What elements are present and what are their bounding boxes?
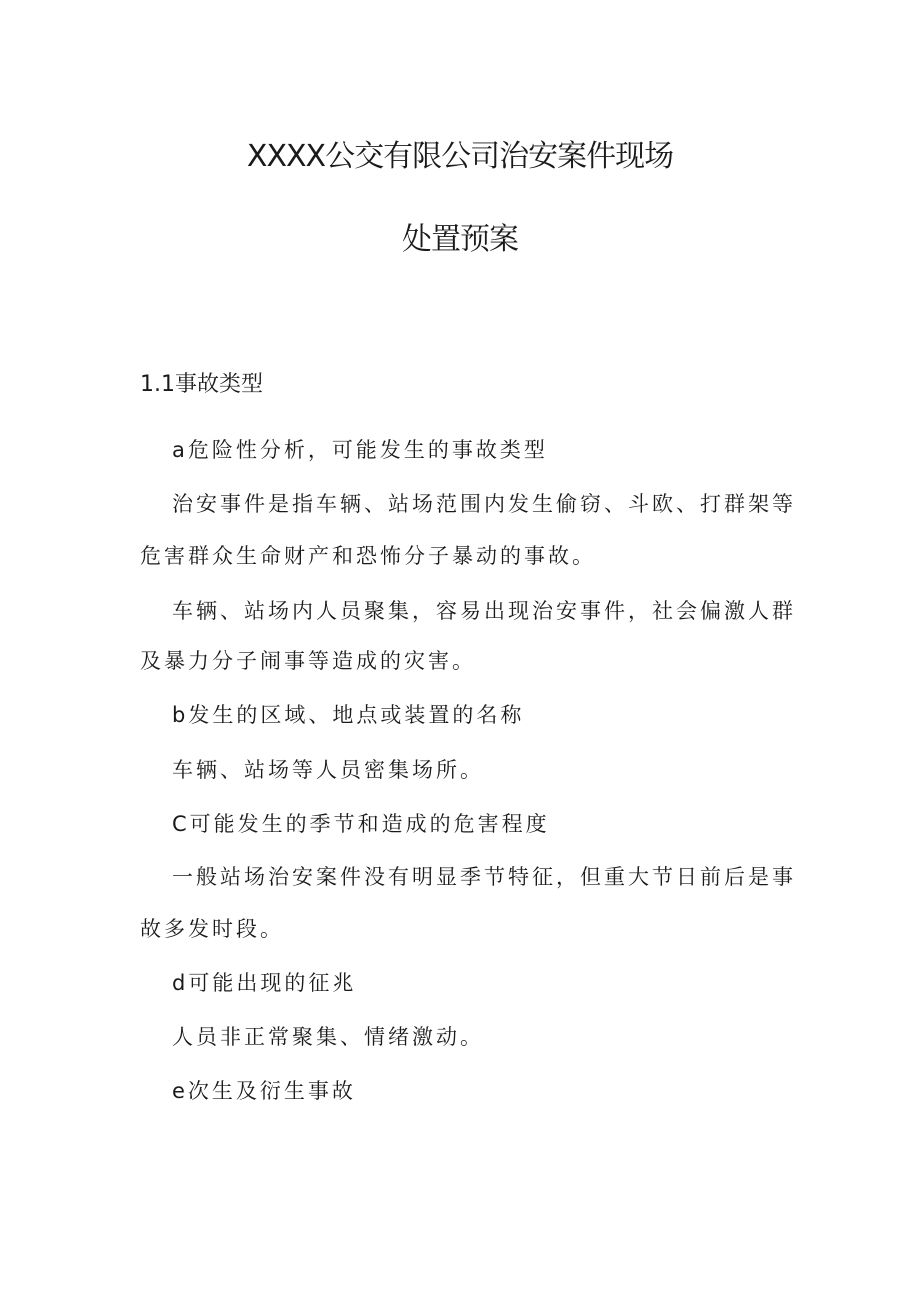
document-title-line-2: 处置预案 xyxy=(402,222,518,257)
subheading-c: C可能发生的季节和造成的危害程度 xyxy=(172,812,550,836)
paragraph-line: 车辆、站场内人员聚集，容易出现治安事件，社会偏激人群 xyxy=(172,599,796,623)
paragraph-line: 危害群众生命财产和恐怖分子暴动的事故。 xyxy=(140,544,596,568)
document-title-line-1: XXXX公交有限公司治安案件现场 xyxy=(246,139,674,174)
subheading-e: e次生及衍生事故 xyxy=(172,1079,356,1103)
paragraph-line: 故多发时段。 xyxy=(140,917,284,941)
paragraph-line: 及暴力分子闹事等造成的灾害。 xyxy=(140,649,476,673)
paragraph-line: 车辆、站场等人员密集场所。 xyxy=(172,758,484,782)
paragraph-line: 治安事件是指车辆、站场范围内发生偷窃、斗欧、打群架等 xyxy=(172,492,796,516)
section-heading: 1.1事故类型 xyxy=(140,372,263,397)
subheading-b: b发生的区域、地点或装置的名称 xyxy=(172,703,525,727)
paragraph-line: 一般站场治安案件没有明显季节特征，但重大节日前后是事 xyxy=(172,865,796,889)
subheading-d: d可能出现的征兆 xyxy=(172,971,357,995)
subheading-a: a危险性分析，可能发生的事故类型 xyxy=(172,438,548,462)
paragraph-line: 人员非正常聚集、情绪激动。 xyxy=(172,1025,484,1049)
